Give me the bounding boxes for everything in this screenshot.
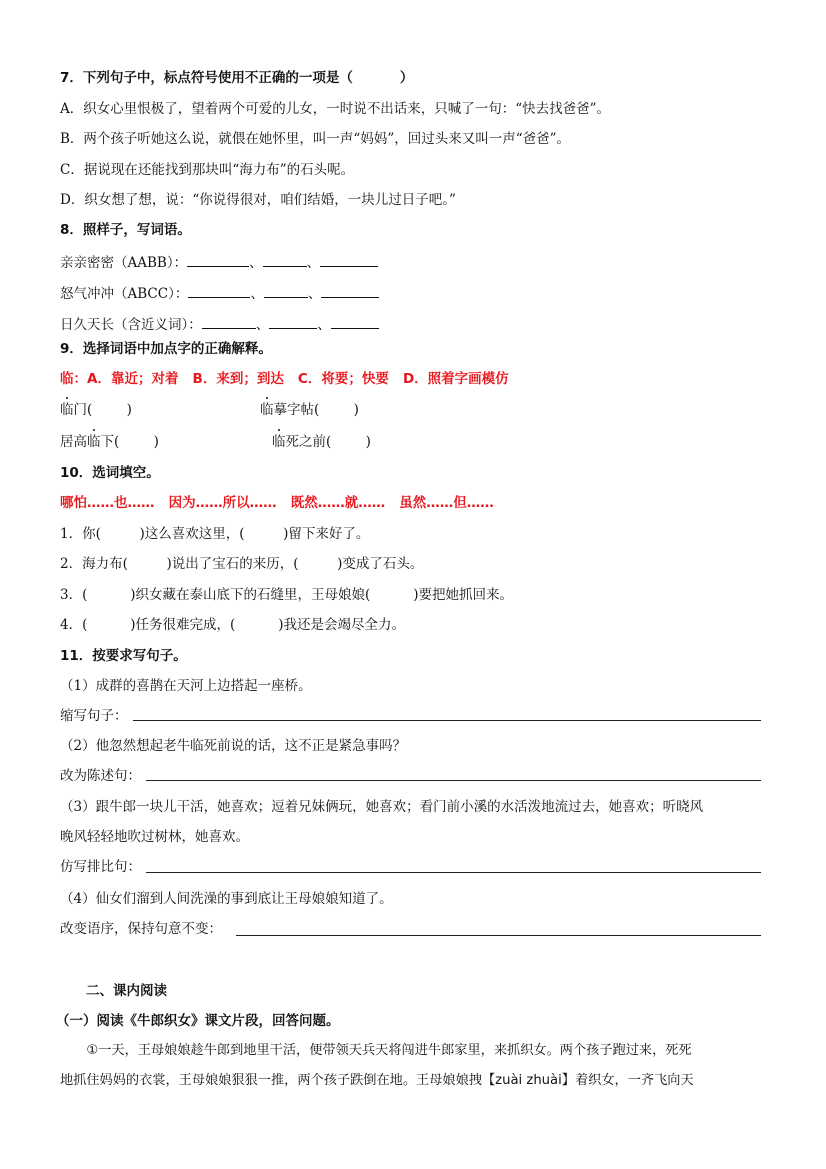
answer-line[interactable] (236, 935, 761, 936)
q11-label-2: 改为陈述句： (60, 768, 141, 784)
q11-sentence-1: （1）成群的喜鹊在天河上边搭起一座桥。 (60, 678, 312, 694)
q10-item: 1．你( )这么喜欢这里，( )留下来好了。 (60, 526, 370, 542)
q9-options: 临：A．靠近；对着 B．来到；到达 C．将要；快要 D．照着字画模仿 (60, 371, 509, 387)
q7-title: 7．下列句子中，标点符号使用不正确的一项是（ ） (60, 70, 414, 86)
q8-row (60, 314, 379, 334)
q8-row (60, 283, 379, 303)
answer-blank[interactable] (269, 314, 317, 329)
q9-item (272, 433, 371, 451)
dotted-char: 临 (60, 402, 74, 418)
answer-blank[interactable] (202, 314, 256, 329)
q10-item: 3．( )织女藏在泰山底下的石缝里，王母娘娘( )要把她抓回来。 (60, 587, 513, 603)
q9-item-text: 门( ) (73, 402, 132, 418)
q8-row (60, 252, 378, 272)
answer-line[interactable] (133, 720, 761, 721)
q9-item-text: 死之前( ) (285, 434, 371, 450)
q9-item (260, 401, 359, 419)
sep: 、 (250, 286, 264, 302)
q10-item: 2．海力布( )说出了宝石的来历，( )变成了石头。 (60, 556, 424, 572)
q11-sentence-3b: 晚风轻轻地吹过树林，她喜欢。 (60, 829, 249, 845)
q8-label: 日久天长（含近义词）： (60, 317, 202, 333)
q7-option-c: C．据说现在还能找到那块叫“海力布”的石头呢。 (60, 162, 355, 178)
q9-item (60, 433, 159, 451)
answer-line[interactable] (146, 872, 761, 873)
answer-blank[interactable] (320, 252, 378, 267)
q9-item-text: 居高 (60, 434, 87, 450)
q8-title: 8．照样子，写词语。 (60, 222, 191, 238)
q11-label-4: 改变语序，保持句意不变： (60, 921, 222, 937)
sep: 、 (317, 317, 331, 333)
answer-blank[interactable] (188, 283, 250, 298)
q9-item-text: 下( ) (100, 434, 159, 450)
q9-item-text: 摹字帖( ) (273, 402, 359, 418)
q11-sentence-3a: （3）跟牛郎一块儿干活，她喜欢；逗着兄妹俩玩，她喜欢；看门前小溪的水活泼地流过去，她喜欢；听晓风 (60, 799, 704, 815)
q9-item (60, 401, 132, 419)
answer-blank[interactable] (264, 283, 308, 298)
q7-option-d: D．织女想了想，说：“你说得很对，咱们结婚，一块儿过日子吧。” (60, 192, 456, 208)
sep: 、 (255, 317, 270, 333)
passage-line: 地抓住妈妈的衣裳，王母娘娘狠狠一推，两个孩子跌倒在地。王母娘娘拽【zuài zhuài】着织女，一齐飞向天 (60, 1073, 694, 1088)
q9-title: 9．选择词语中加点字的正确解释。 (60, 341, 272, 357)
q11-label-3: 仿写排比句： (60, 859, 141, 875)
dotted-char: 临 (272, 434, 286, 450)
q10-options: 哪怕……也…… 因为……所以…… 既然……就…… 虽然……但…… (60, 495, 494, 511)
sep: 、 (307, 286, 322, 302)
answer-blank[interactable] (321, 283, 379, 298)
answer-blank[interactable] (263, 252, 307, 267)
q8-label: 怒气冲冲（ABCC）： (60, 286, 189, 302)
answer-blank[interactable] (187, 252, 249, 267)
q8-label: 亲亲密密（AABB）： (60, 255, 188, 271)
q11-sentence-2: （2）他忽然想起老牛临死前说的话，这不正是紧急事吗？ (60, 738, 407, 754)
q7-option-b: B．两个孩子听她这么说，就偎在她怀里，叫一声“妈妈”，回过头来又叫一声“爸爸”。 (60, 131, 571, 147)
q11-label-1: 缩写句子： (60, 708, 128, 724)
sep: 、 (249, 255, 263, 271)
q11-sentence-4: （4）仙女们溜到人间洗澡的事到底让王母娘娘知道了。 (60, 891, 393, 907)
q10-item: 4．( )任务很难完成，( )我还是会竭尽全力。 (60, 617, 405, 633)
section-subtitle: （一）阅读《牛郎织女》课文片段，回答问题。 (56, 1013, 340, 1029)
answer-blank[interactable] (331, 314, 379, 329)
q11-title: 11．按要求写句子。 (60, 648, 187, 664)
sep: 、 (306, 255, 321, 271)
q10-title: 10．选词填空。 (60, 465, 160, 481)
q7-option-a: A．织女心里恨极了，望着两个可爱的儿女，一时说不出话来，只喊了一句：“快去找爸爸”。 (60, 101, 611, 117)
dotted-char: 临 (87, 434, 101, 450)
dotted-char: 临 (260, 402, 274, 418)
passage-line: ①一天，王母娘娘趁牛郎到地里干活，便带领天兵天将闯进牛郎家里，来抓织女。两个孩子跑过来，死死 (60, 1043, 692, 1058)
section-title: 二、课内阅读 (86, 983, 167, 999)
answer-line[interactable] (146, 780, 761, 781)
